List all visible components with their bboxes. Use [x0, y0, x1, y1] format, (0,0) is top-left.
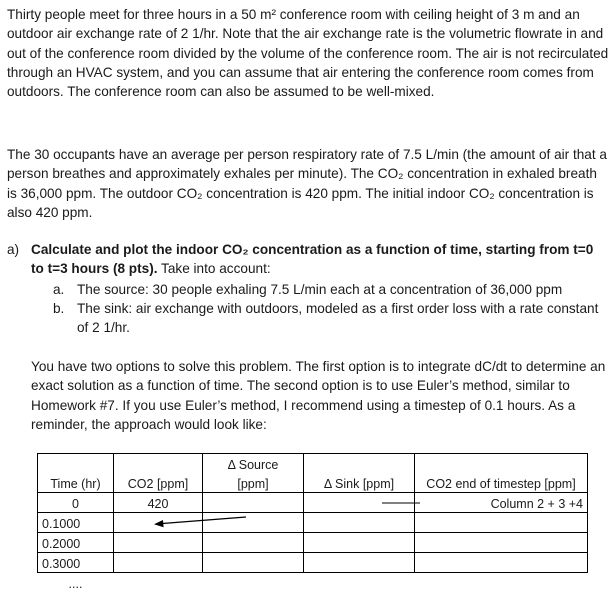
intro-paragraph: Thirty people meet for three hours in a 50 m² conference room with ceiling height of 3 m and an outdoor air exchange rate of 2 1/hr. Note that the air exchange rate is the volumetric flowrate in and out of the conference room divided by the volume of the conference room. The air is not recirculated through an HVAC system, and you can assume that air entering the conference room comes from outdoors. The conference room can also be assumed to be well-mixed.	[7, 7, 609, 100]
cell-time: 0.2000	[38, 533, 114, 553]
table-header-row	[38, 473, 588, 493]
cell-co2: 420	[114, 493, 203, 513]
table-row	[38, 553, 588, 573]
question-a-rest: Take into account:	[157, 261, 271, 277]
table-row	[38, 533, 588, 553]
list-item-label: a.	[53, 282, 65, 297]
table-row	[38, 513, 588, 533]
question-a-label: a)	[7, 242, 20, 257]
ellipsis: ....	[38, 573, 114, 593]
list-item-text: The sink: air exchange with outdoors, modeled as a first order loss with a rate constant of 2 1/hr.	[77, 301, 599, 336]
header-time: Time (hr)	[38, 473, 114, 493]
euler-table	[37, 453, 588, 592]
table-header-row-top	[38, 454, 588, 474]
euler-paragraph: You have two options to solve this problem. The first option is to integrate dC/dt to determine an exact solution as a function of time. The second option is to use Euler’s method, similar to Homework #7. If you use Euler’s method, I recommend using a timestep of 0.1 hours. As a reminder, the approach would look like:	[31, 359, 606, 432]
cell-time: 0.1000	[38, 513, 114, 533]
cell-time: 0.3000	[38, 553, 114, 573]
header-source-line1: Δ Source	[203, 454, 304, 474]
header-co2: CO2 [ppm]	[114, 473, 203, 493]
header-co2-end: CO2 end of timestep [ppm]	[415, 473, 588, 493]
question-a-text	[31, 240, 609, 279]
cell-note: Column 2 + 3 +4	[415, 493, 588, 513]
table-row	[38, 493, 588, 513]
header-source-line2: [ppm]	[203, 473, 304, 493]
header-sink: Δ Sink [ppm]	[304, 473, 415, 493]
cell-time: 0	[38, 493, 114, 513]
list-item-label: b.	[53, 301, 65, 316]
list-item-text: The source: 30 people exhaling 7.5 L/min each at a concentration of 36,000 ppm	[77, 282, 563, 297]
table-ellipsis-row	[38, 573, 588, 593]
occupants-paragraph: The 30 occupants have an average per person respiratory rate of 7.5 L/min (the amount of air that a person breathes and approximately exhales per minute). The CO₂ concentration in exhaled breath is 36,000 ppm. The outdoor CO₂ concentration is 420 ppm. The initial indoor CO₂ concentration is also 420 ppm.	[7, 147, 607, 220]
question-a-bold: Calculate and plot the indoor CO₂ concentration as a function of time, starting from t=0 to t=3 hours (8 pts).	[31, 242, 594, 277]
